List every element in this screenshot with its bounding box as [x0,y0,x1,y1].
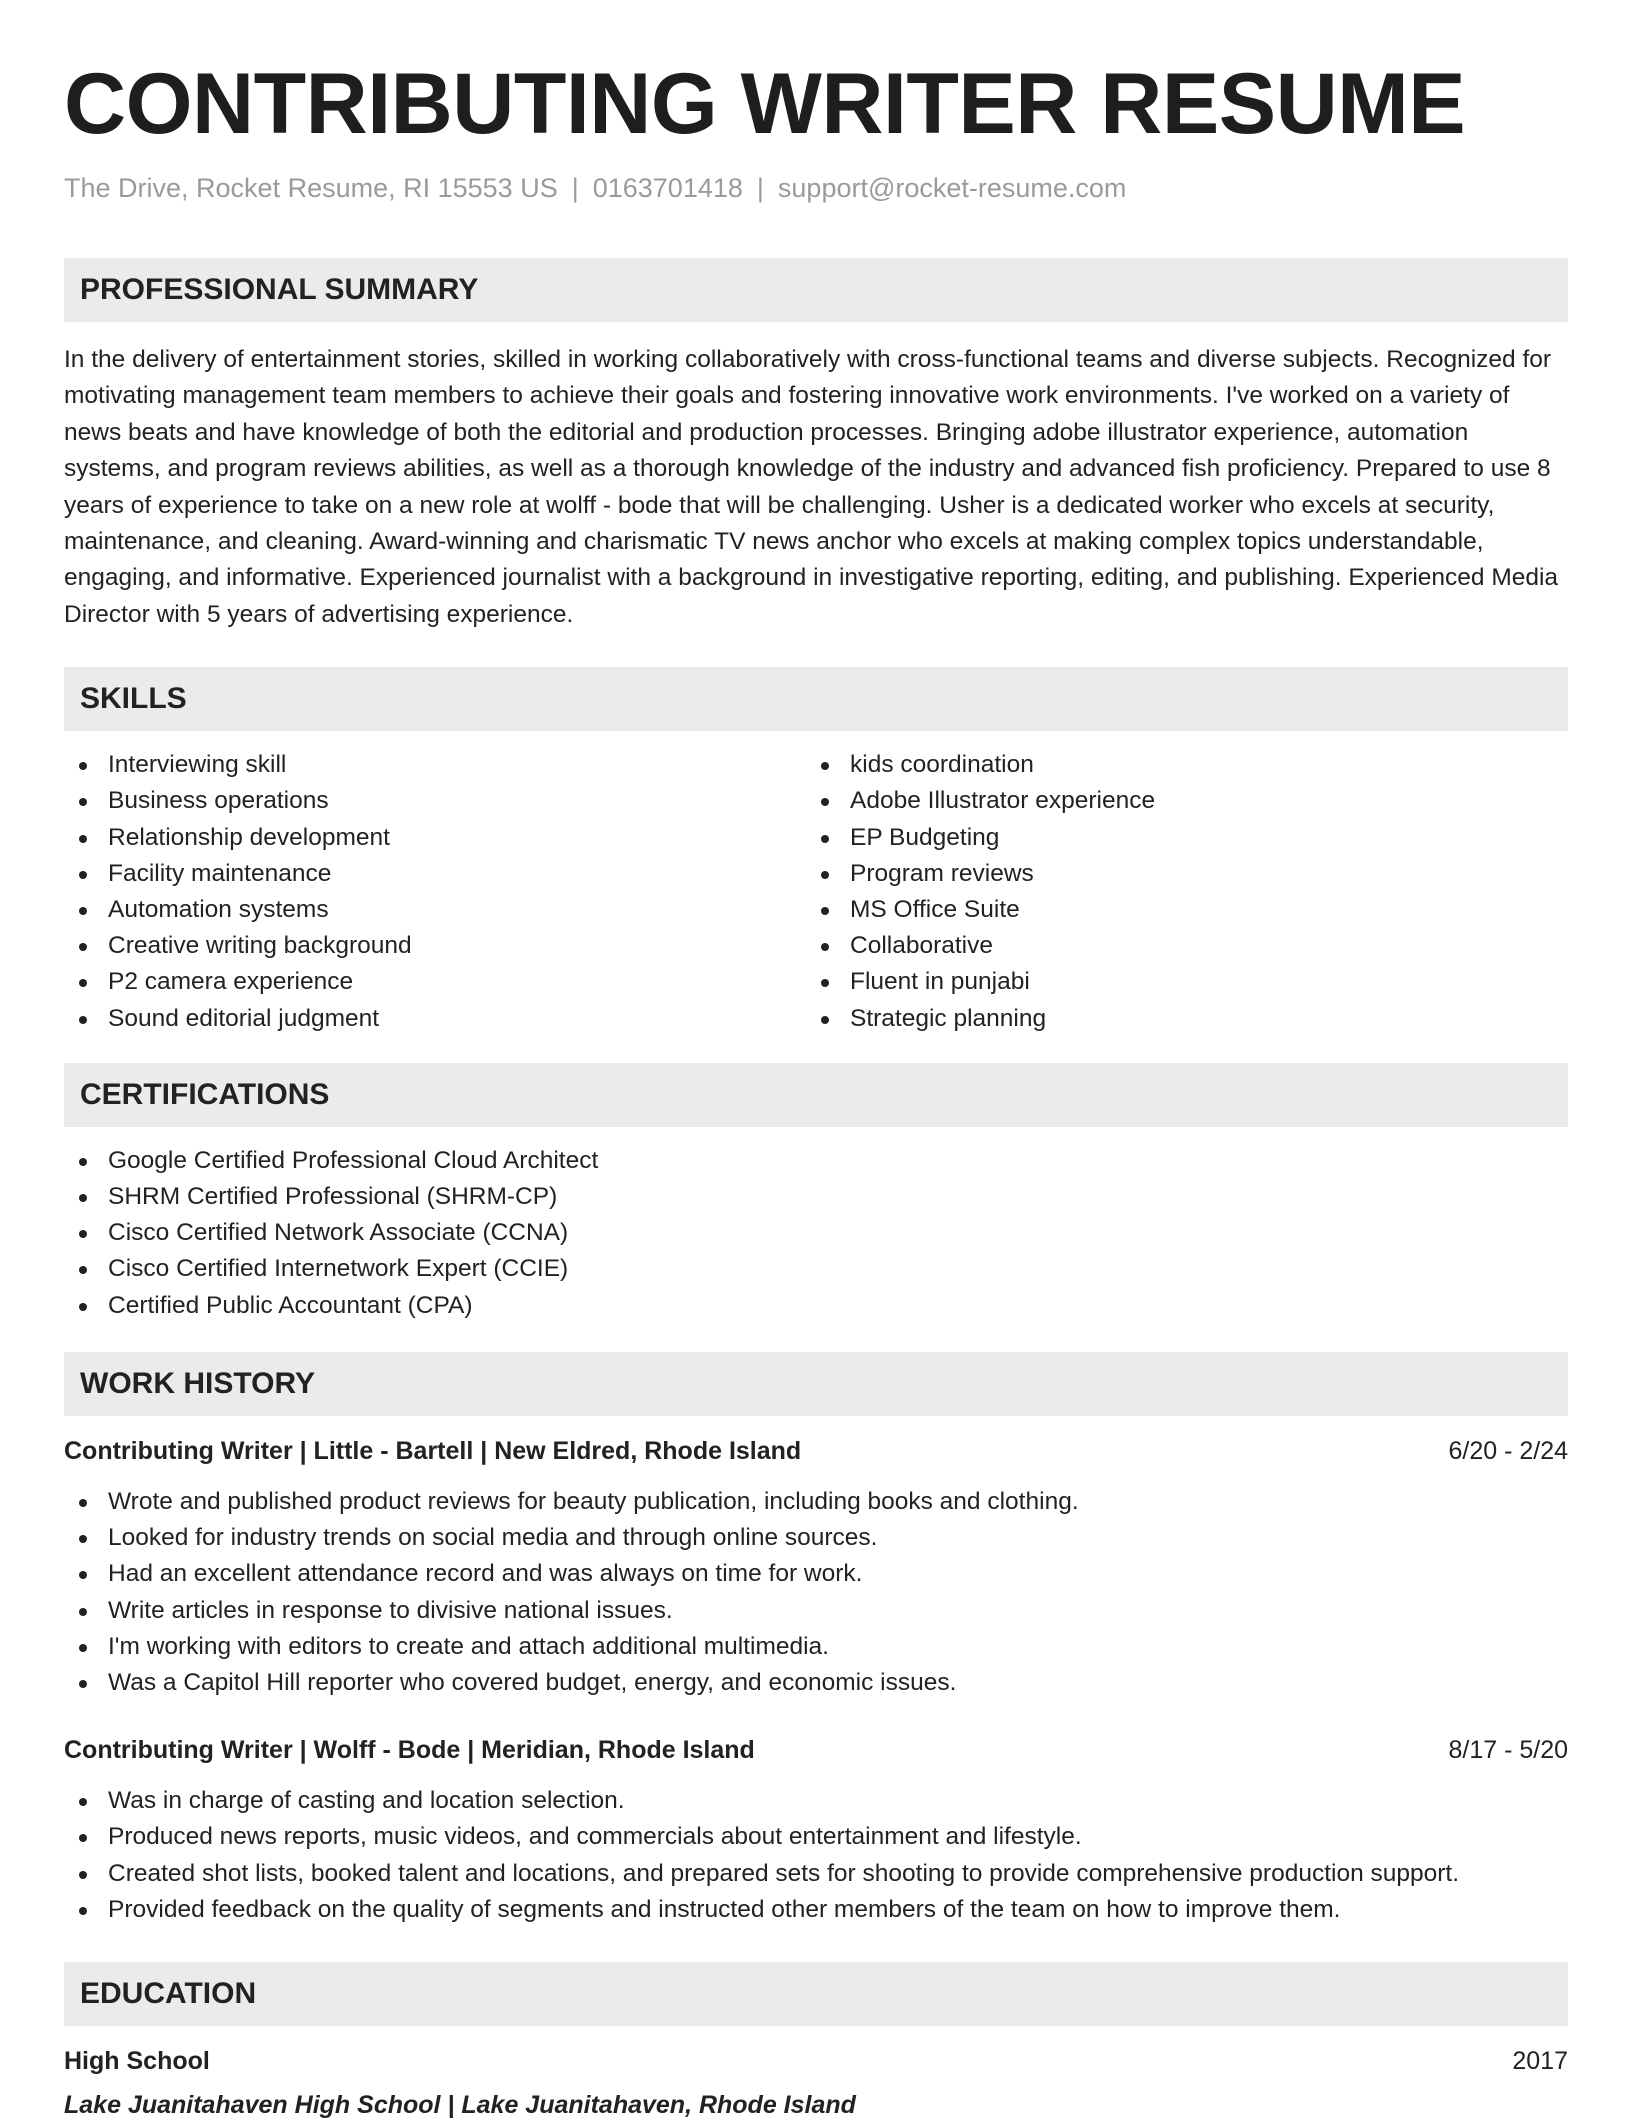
contact-email: support@rocket-resume.com [777,173,1127,203]
skill-item: Facility maintenance [64,856,806,892]
contact-phone: 0163701418 [592,173,743,203]
section-heading-work-history: WORK HISTORY [64,1352,1568,1416]
certification-item: SHRM Certified Professional (SHRM-CP) [64,1179,1568,1215]
job-bullet: I'm working with editors to create and attach additional multimedia. [64,1629,1568,1665]
certification-item: Cisco Certified Network Associate (CCNA) [64,1215,1568,1251]
contact-separator: | [571,173,579,203]
certifications-list [64,1143,1568,1324]
skill-item: Sound editorial judgment [64,1001,806,1037]
job-bullets [64,1783,1568,1928]
education-school: Lake Juanitahaven High School | Lake Juanitahaven, Rhode Island [64,2090,856,2119]
skills-list-left [64,747,806,1037]
skill-item: Interviewing skill [64,747,806,783]
certification-item: Google Certified Professional Cloud Architect [64,1143,1568,1179]
contact-line [64,172,1568,204]
job-bullet: Write articles in response to divisive national issues. [64,1593,1568,1629]
resume-title: CONTRIBUTING WRITER RESUME [64,56,1466,152]
skill-item: Program reviews [806,856,1548,892]
job-bullet: Provided feedback on the quality of segments and instructed other members of the team on how to improve them. [64,1892,1568,1928]
contact-separator: | [756,173,764,203]
job-bullet: Created shot lists, booked talent and locations, and prepared sets for shooting to provide comprehensive production support. [64,1856,1568,1892]
skill-item: Creative writing background [64,928,806,964]
skills-columns [64,747,1568,1037]
skill-item: Relationship development [64,820,806,856]
skill-item: Strategic planning [806,1001,1548,1037]
job-title: Contributing Writer | Wolff - Bode | Meridian, Rhode Island [64,1736,755,1765]
contact-address: The Drive, Rocket Resume, RI 15553 US [64,173,558,203]
certification-item: Cisco Certified Internetwork Expert (CCIE) [64,1251,1568,1287]
job-header [64,1434,1568,1468]
job-dates: 6/20 - 2/24 [1448,1436,1568,1465]
skill-item: EP Budgeting [806,820,1548,856]
education-year: 2017 [1512,2046,1568,2075]
skill-item: Adobe Illustrator experience [806,783,1548,819]
job-header [64,1733,1568,1767]
skill-item: Automation systems [64,892,806,928]
skills-list-right [806,747,1548,1037]
skill-item: MS Office Suite [806,892,1548,928]
section-heading-education: EDUCATION [64,1962,1568,2026]
job-bullet: Looked for industry trends on social media and through online sources. [64,1520,1568,1556]
job-bullet: Wrote and published product reviews for beauty publication, including books and clothing. [64,1484,1568,1520]
section-heading-skills: SKILLS [64,667,1568,731]
skill-item: P2 camera experience [64,964,806,1000]
job-bullet: Produced news reports, music videos, and commercials about entertainment and lifestyle. [64,1819,1568,1855]
job-bullet: Was a Capitol Hill reporter who covered budget, energy, and economic issues. [64,1665,1568,1701]
skill-item: Collaborative [806,928,1548,964]
job-dates: 8/17 - 5/20 [1448,1736,1568,1765]
section-heading-summary: PROFESSIONAL SUMMARY [64,258,1568,322]
education-header [64,2044,1568,2078]
education-degree: High School [64,2046,210,2075]
job-title: Contributing Writer | Little - Bartell | New Eldred, Rhode Island [64,1436,802,1465]
job-bullet: Was in charge of casting and location selection. [64,1783,1568,1819]
section-heading-certifications: CERTIFICATIONS [64,1063,1568,1127]
job-bullet: Had an excellent attendance record and was always on time for work. [64,1556,1568,1592]
skill-item: Business operations [64,783,806,819]
job-bullets [64,1484,1568,1701]
summary-text: In the delivery of entertainment stories, skilled in working collaboratively with cross-functional teams and diverse subjects. Recognized for motivating management team members to achieve their goals and fostering innovative work environments. I've worked on a variety of news beats and have knowledge of both the editorial and production processes. Bringing adobe illustrator experience, automation systems, and program reviews abilities, as well as a thorough knowledge of the industry and advanced fish proficiency. Prepared to use 8 years of experience to take on a new role at wolff - bode that will be challenging. Usher is a dedicated worker who excels at security, maintenance, and cleaning. Award-winning and charismatic TV news anchor who excels at making complex topics understandable, engaging, and informative. Experienced journalist with a background in investigative reporting, editing, and publishing. Experienced Media Director with 5 years of advertising experience. [64,346,1559,628]
skill-item: Fluent in punjabi [806,964,1548,1000]
certification-item: Certified Public Accountant (CPA) [64,1288,1568,1324]
skill-item: kids coordination [806,747,1548,783]
